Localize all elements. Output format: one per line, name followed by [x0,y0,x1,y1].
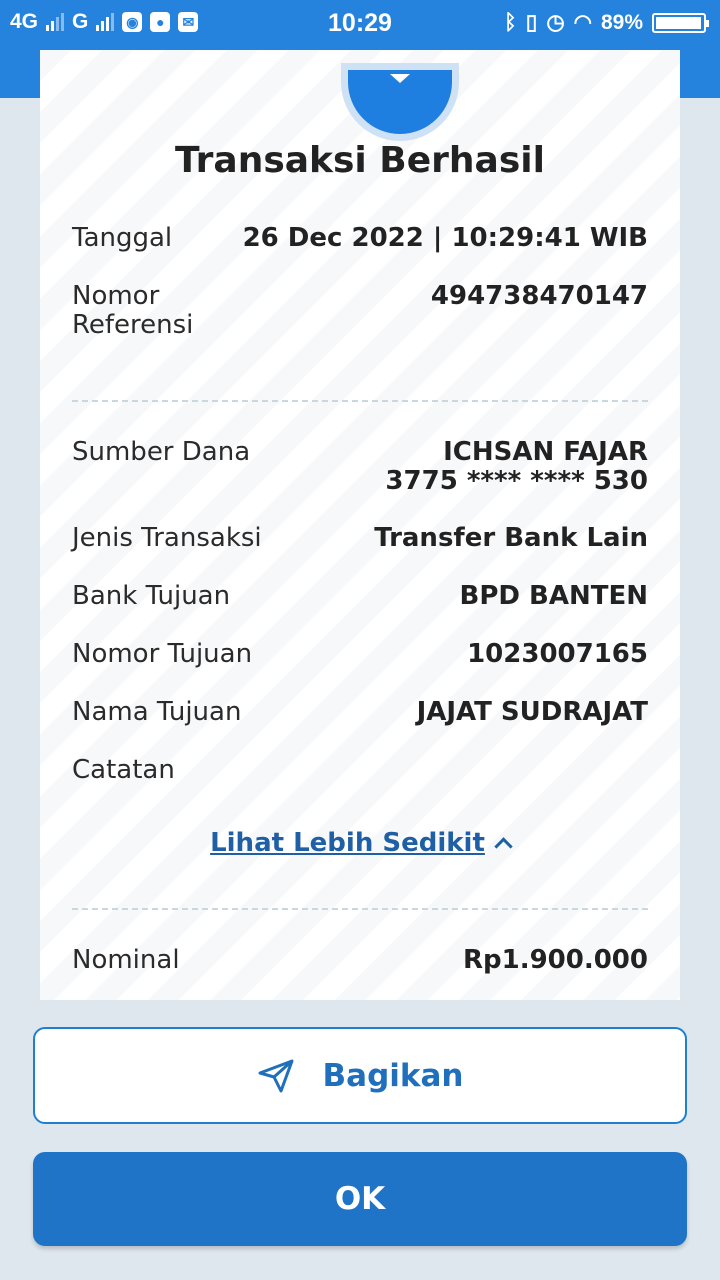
sumber-dana-value [385,438,648,496]
header-strip-right [680,50,720,98]
catatan-label: Catatan [72,755,175,785]
wifi-icon: ◠ [573,11,592,34]
nominal-value: Rp1.900.000 [462,945,648,975]
status-right [504,10,706,35]
sumber-dana-name: ICHSAN FAJAR [443,437,648,467]
referensi-value: 494738470147 [430,281,648,311]
sumber-dana-label: Sumber Dana [72,437,251,467]
network-type-4g: 4G [10,10,39,33]
see-less-label[interactable]: Lihat Lebih Sedikit [210,828,485,858]
mail-icon: ✉ [178,12,198,32]
page-title: Transaksi Berhasil [175,140,545,181]
ok-label: OK [334,1181,386,1217]
battery-icon [652,13,706,33]
network-type-g: G [72,10,89,33]
divider [72,400,648,402]
tanggal-value: 26 Dec 2022 | 10:29:41 WIB [242,223,648,253]
chevron-up-icon[interactable] [494,837,512,855]
sumber-dana-account: 3775 **** **** 530 [385,466,648,496]
nomor-tujuan-label: Nomor Tujuan [72,639,253,669]
chevron-down-icon[interactable] [348,70,452,134]
bank-tujuan-label: Bank Tujuan [72,581,231,611]
alarm-icon: ◷ [546,11,565,34]
referensi-label: Nomor Referensi [72,281,194,340]
nama-tujuan-label: Nama Tujuan [72,697,242,727]
nama-tujuan-value: JAJAT SUDRAJAT [416,697,648,727]
chat-icon: ● [150,12,170,32]
clock: 10:29 [328,9,392,37]
vibrate-icon: ▯ [525,11,538,34]
bluetooth-icon: ᛒ [504,10,517,34]
nomor-tujuan-value: 1023007165 [467,639,648,669]
send-icon [257,1058,295,1094]
status-bar [0,0,720,50]
jenis-transaksi-value: Transfer Bank Lain [374,523,648,553]
header-strip-left [0,50,40,98]
bank-tujuan-value: BPD BANTEN [459,581,648,611]
share-label: Bagikan [322,1057,464,1094]
share-button[interactable] [33,1027,687,1124]
battery-percent: 89% [600,10,643,34]
see-less-link[interactable] [0,828,720,858]
divider-2 [72,908,648,910]
browser-icon: ◉ [122,12,142,32]
ok-button[interactable] [33,1152,687,1246]
jenis-transaksi-label: Jenis Transaksi [72,523,262,553]
nominal-label: Nominal [72,945,180,975]
tanggal-label: Tanggal [72,223,173,253]
